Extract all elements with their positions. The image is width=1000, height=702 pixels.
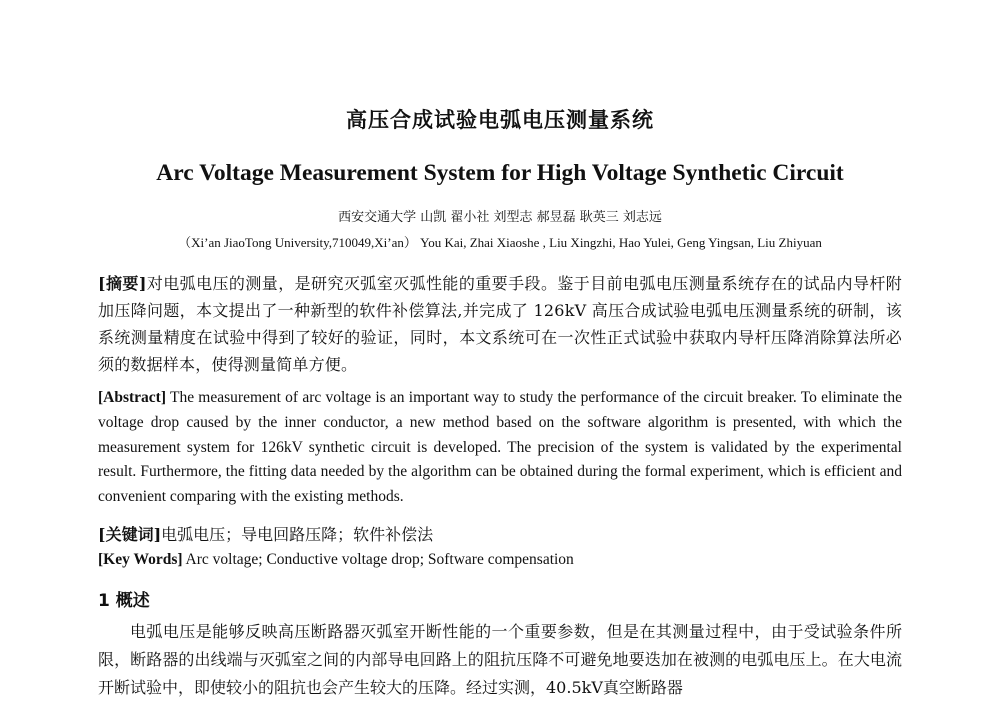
keywords-en-text: Arc voltage; Conductive voltage drop; Software compensation xyxy=(182,551,574,568)
paper-title-cn: 高压合成试验电弧电压测量系统 xyxy=(346,108,654,132)
paper-title-en: Arc Voltage Measurement System for High Voltage Synthetic Circuit xyxy=(156,160,844,186)
keywords-en-label: [Key Words] xyxy=(98,551,183,568)
keywords-en xyxy=(98,548,902,572)
authors-cn: 西安交通大学 山凯 翟小社 刘型志 郝昱磊 耿英三 刘志远 xyxy=(338,210,662,225)
abstract-cn-text: 对电弧电压的测量，是研究灭弧室灭弧性能的重要手段。鉴于目前电弧电压测量系统存在的试品内导杆附加压降问题，本文提出了一种新型的软件补偿算法,并完成了 126kV 高压合成试验电弧电压测量系统的研制，该系统测量精度在试验中得到了较好的验证，同时，本文系统可在一次性正式试验中获取内导杆压降消除算法所必须的数据样本，使得测量简单方便。 xyxy=(98,274,902,374)
abstract-en-text: The measurement of arc voltage is an important way to study the performance of the circuit breaker. To eliminate the voltage drop caused by the inner conductor, a new method based on the software algorithm is presented, with which the measurement system for 126kV synthetic circuit is developed. The precision of the system is validated by the experimental result. Furthermore, the fitting data needed by the algorithm can be obtained during the formal experiment, which is efficient and convenient comparing with the existing methods. xyxy=(98,389,902,506)
abstract-en xyxy=(98,386,902,510)
abstract-cn xyxy=(98,270,902,378)
abstract-cn-label: [摘要] xyxy=(98,274,147,293)
section-heading: 1 概述 xyxy=(98,591,150,611)
keywords-cn-label: [关键词] xyxy=(98,525,162,544)
abstract-en-label: [Abstract] xyxy=(98,389,167,406)
affiliation-en: （Xi’an JiaoTong University,710049,Xi’an） You Kai, Zhai Xiaoshe , Liu Xingzhi, Hao Yulei, Geng Yingsan, Liu Zhiyuan xyxy=(178,235,822,250)
keywords-cn xyxy=(98,523,902,547)
section-body: 电弧电压是能够反映高压断路器灭弧室开断性能的一个重要参数，但是在其测量过程中，由于受试验条件所限，断路器的出线端与灭弧室之间的内部导电回路上的阻抗压降不可避免地要迭加在被测的电弧电压上。在大电流开断试验中，即使较小的阻抗也会产生较大的压降。经过实测，40.5kV真空断路器 xyxy=(98,622,902,697)
keywords-cn-text: 电弧电压；导电回路压降；软件补偿法 xyxy=(161,525,434,544)
